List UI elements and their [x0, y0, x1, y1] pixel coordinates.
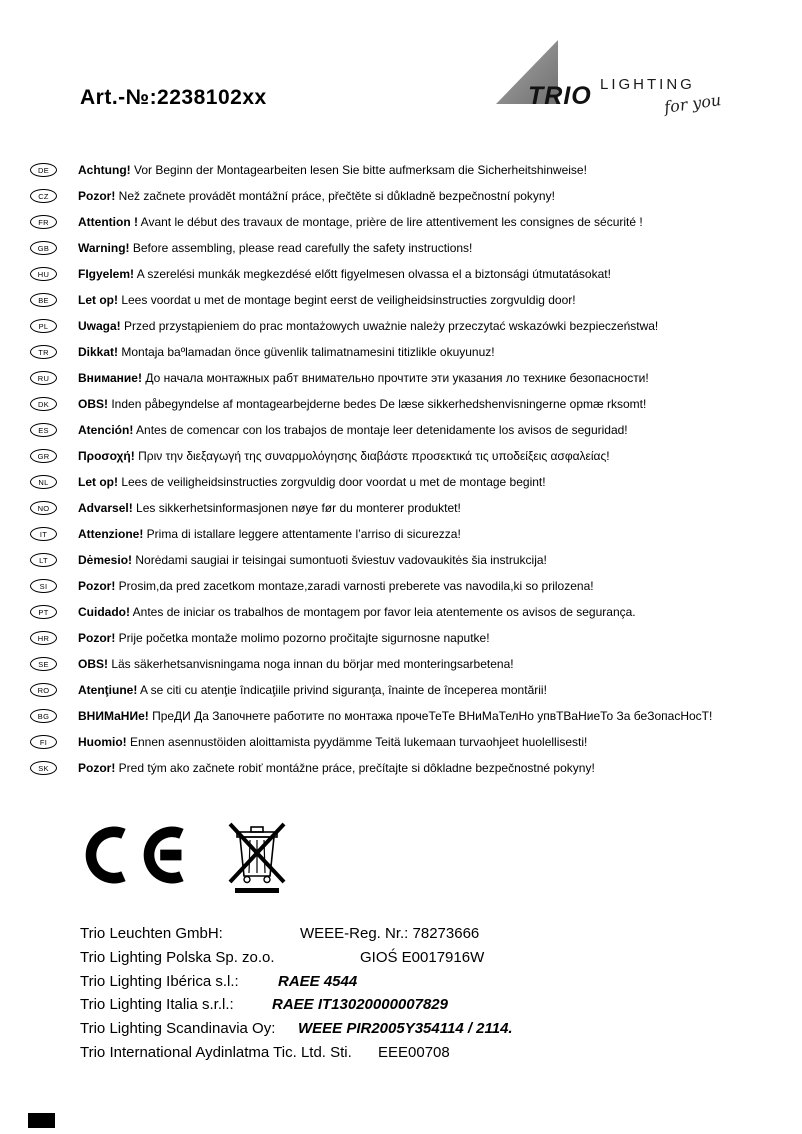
language-badge: DK	[30, 397, 57, 411]
company-registration: EEE00708	[378, 1043, 450, 1061]
warning-row	[30, 606, 770, 619]
company-row	[80, 946, 720, 970]
ce-mark-icon	[78, 826, 196, 889]
warning-lead: Dėmesio!	[78, 553, 133, 567]
company-name: Trio Lighting Scandinavia Oy:	[80, 1020, 276, 1038]
language-badge: RO	[30, 683, 57, 697]
warning-lead: Advarsel!	[78, 501, 133, 515]
warning-text: Inden påbegyndelse af montagearbejderne bedes De læse sikkerhedshenvisningerne opmæ rksomt!	[108, 397, 647, 411]
warning-row	[30, 398, 770, 411]
company-row	[80, 1041, 720, 1065]
language-badge: NO	[30, 501, 57, 515]
company-name: Trio Leuchten GmbH:	[80, 925, 223, 942]
warning-text: Vor Beginn der Montagearbeiten lesen Sie bitte aufmerksam die Sicherheitshinweise!	[130, 163, 587, 177]
trio-logo	[492, 36, 722, 116]
warning-text: Antes de iniciar os trabalhos de montagem por favor leia atentemente os avisos de segurança.	[130, 605, 636, 619]
warning-lead: Huomio!	[78, 735, 127, 749]
language-badge: RU	[30, 371, 57, 385]
company-registration: RAEE 4544	[278, 972, 358, 990]
warning-row	[30, 476, 770, 489]
warning-lead: Atenţiune!	[78, 683, 138, 697]
warning-text: Before assembling, please read carefully the safety instructions!	[129, 241, 473, 255]
language-badge: LT	[30, 553, 57, 567]
company-row	[80, 1017, 720, 1041]
company-registration: RAEE IT13020000007829	[272, 996, 448, 1014]
language-badge: ES	[30, 423, 57, 437]
warning-lead: Προσοχή!	[78, 449, 135, 463]
warning-row	[30, 424, 770, 437]
warning-row	[30, 268, 770, 281]
warning-lead: OBS!	[78, 657, 108, 671]
warning-lead: Внимание!	[78, 371, 142, 385]
language-badge: HR	[30, 631, 57, 645]
warning-lead: Uwaga!	[78, 319, 121, 333]
warning-text: ПреДИ Да Започнете работите по монтажа прочеТеТе ВНиМаТелНо упвТВаНиеТо За беЗопасНосТ!	[148, 709, 713, 723]
language-badge: CZ	[30, 189, 57, 203]
language-badge: SI	[30, 579, 57, 593]
warning-text: Než začnete provádět montážní práce, přečtěte si důkladně bezpečnostní pokyny!	[115, 189, 555, 203]
warning-lead: Pozor!	[78, 631, 116, 645]
warning-lead: Attention !	[78, 215, 138, 229]
warning-text: Πριν την διεξαγωγή της συναρμολόγησης διαβάστε προσεκτικά τις υποδείξεις ασφαλείας!	[134, 449, 610, 463]
warning-row	[30, 190, 770, 203]
warning-row	[30, 736, 770, 749]
warning-lead: Let op!	[78, 293, 118, 307]
language-badge: NL	[30, 475, 57, 489]
brand-lighting: LIGHTING	[600, 76, 695, 93]
company-row	[80, 922, 720, 946]
warning-text: A se citi cu atenţie îndicaţiile privind siguranţa, înainte de începerea montării!	[137, 683, 547, 697]
warning-text: Lees voordat u met de montage begint eerst de veiligheidsinstructies zorgvuldig door!	[118, 293, 576, 307]
warning-row	[30, 242, 770, 255]
language-badge: SK	[30, 761, 57, 775]
company-name: Trio Lighting Ibérica s.l.:	[80, 972, 239, 990]
language-badge: PL	[30, 319, 57, 333]
warning-text: Prosim,da pred zacetkom montaze,zaradi varnosti preberete vas navodila,ki so prilozena!	[115, 579, 594, 593]
warning-row	[30, 294, 770, 307]
print-mark	[28, 1113, 55, 1128]
warning-text: Przed przystąpieniem do prac montażowych uważnie należy przeczytać wskazówki bezpieczeństwa!	[120, 319, 659, 333]
warning-lead: Attenzione!	[78, 527, 144, 541]
company-row	[80, 993, 720, 1017]
company-registration: WEEE-Reg. Nr.: 78273666	[300, 925, 480, 942]
language-badge: HU	[30, 267, 57, 281]
company-name: Trio Lighting Italia s.r.l.:	[80, 996, 234, 1014]
warning-row	[30, 710, 770, 723]
warning-text: Ennen asennustöiden aloittamista pyydämme Teitä lukemaan turvaohjeet huolellisesti!	[126, 735, 588, 749]
weee-bin-icon	[222, 816, 292, 901]
company-list	[80, 922, 720, 1065]
company-registration: WEEE PIR2005Y354114 / 2114.	[298, 1020, 513, 1038]
warning-text: A szerelési munkák megkezdésé előtt figyelmesen olvassa el a biztonsági útmutatásokat!	[134, 267, 611, 281]
warning-text: Antes de comencar con los trabajos de montaje leer detenidamente los avisos de seguridad!	[133, 423, 628, 437]
language-badge: DE	[30, 163, 57, 177]
brand-name: TRIO	[528, 82, 592, 110]
warning-text: Läs säkerhetsanvisningama noga innan du börjar med monteringsarbetena!	[108, 657, 514, 671]
company-registration: GIOŚ E0017916W	[360, 948, 485, 966]
language-badge: IT	[30, 527, 57, 541]
language-badge: FR	[30, 215, 57, 229]
warning-text: Pred tým ako začnete robiť montážne práce, prečítajte si dôkladne bezpečnostné pokyny!	[115, 761, 595, 775]
language-badge: SE	[30, 657, 57, 671]
warning-text: Les sikkerhetsinformasjonen nøye før du monterer produktet!	[132, 501, 461, 515]
warning-row	[30, 580, 770, 593]
warning-lead: ВНИМаНИе!	[78, 709, 149, 723]
warning-text: До начала монтажных рабт внимательно прочтите эти указания ло технике безопасности!	[141, 371, 649, 385]
warning-text: Prima di istallare leggere attentamente l’arriso di sicurezza!	[143, 527, 461, 541]
warning-row	[30, 762, 770, 775]
warning-row	[30, 216, 770, 229]
warning-text: Prije početka montaže molimo pozorno pročitajte sigurnosne naputke!	[115, 631, 490, 645]
warning-text: Avant le début des travaux de montage, prière de lire attentivement les consignes de sécurité !	[137, 215, 643, 229]
warning-row	[30, 658, 770, 671]
language-badge: BG	[30, 709, 57, 723]
warning-row	[30, 684, 770, 697]
warning-row	[30, 320, 770, 333]
language-badge: TR	[30, 345, 57, 359]
language-badge: BE	[30, 293, 57, 307]
warning-lead: Cuidado!	[78, 605, 130, 619]
warning-lead: Let op!	[78, 475, 118, 489]
warning-row	[30, 164, 770, 177]
warning-lead: FIgyelem!	[78, 267, 135, 281]
warning-lead: Dikkat!	[78, 345, 119, 359]
warning-row	[30, 554, 770, 567]
warning-lead: Atención!	[78, 423, 134, 437]
warning-row	[30, 502, 770, 515]
page-title: Art.-№:2238102xx	[80, 86, 267, 109]
language-badge: GR	[30, 449, 57, 463]
warning-lead: Pozor!	[78, 579, 116, 593]
company-name: Trio International Aydinlatma Tic. Ltd. Sti.	[80, 1043, 352, 1061]
brand-tagline: for you	[662, 90, 723, 117]
language-badge: GB	[30, 241, 57, 255]
warning-row	[30, 372, 770, 385]
warning-row	[30, 450, 770, 463]
warning-lead: Achtung!	[78, 163, 131, 177]
warning-row	[30, 528, 770, 541]
company-name: Trio Lighting Polska Sp. zo.o.	[80, 948, 275, 966]
language-badge: PT	[30, 605, 57, 619]
warning-lead: Pozor!	[78, 761, 116, 775]
warning-text: Montaja baºlamadan önce güvenlik talimatnamesini titizlikle okuyunuz!	[118, 345, 495, 359]
warning-lead: OBS!	[78, 397, 108, 411]
language-badge: FI	[30, 735, 57, 749]
warning-list	[30, 164, 770, 788]
warning-row	[30, 632, 770, 645]
warning-text: Norėdami saugiai ir teisingai sumontuoti šviestuv vadovaukitės šia instrukcija!	[132, 553, 547, 567]
company-row	[80, 970, 720, 994]
warning-row	[30, 346, 770, 359]
warning-lead: Pozor!	[78, 189, 116, 203]
warning-lead: Warning!	[78, 241, 130, 255]
warning-text: Lees de veiligheidsinstructies zorgvuldig door voordat u met de montage begint!	[118, 475, 546, 489]
